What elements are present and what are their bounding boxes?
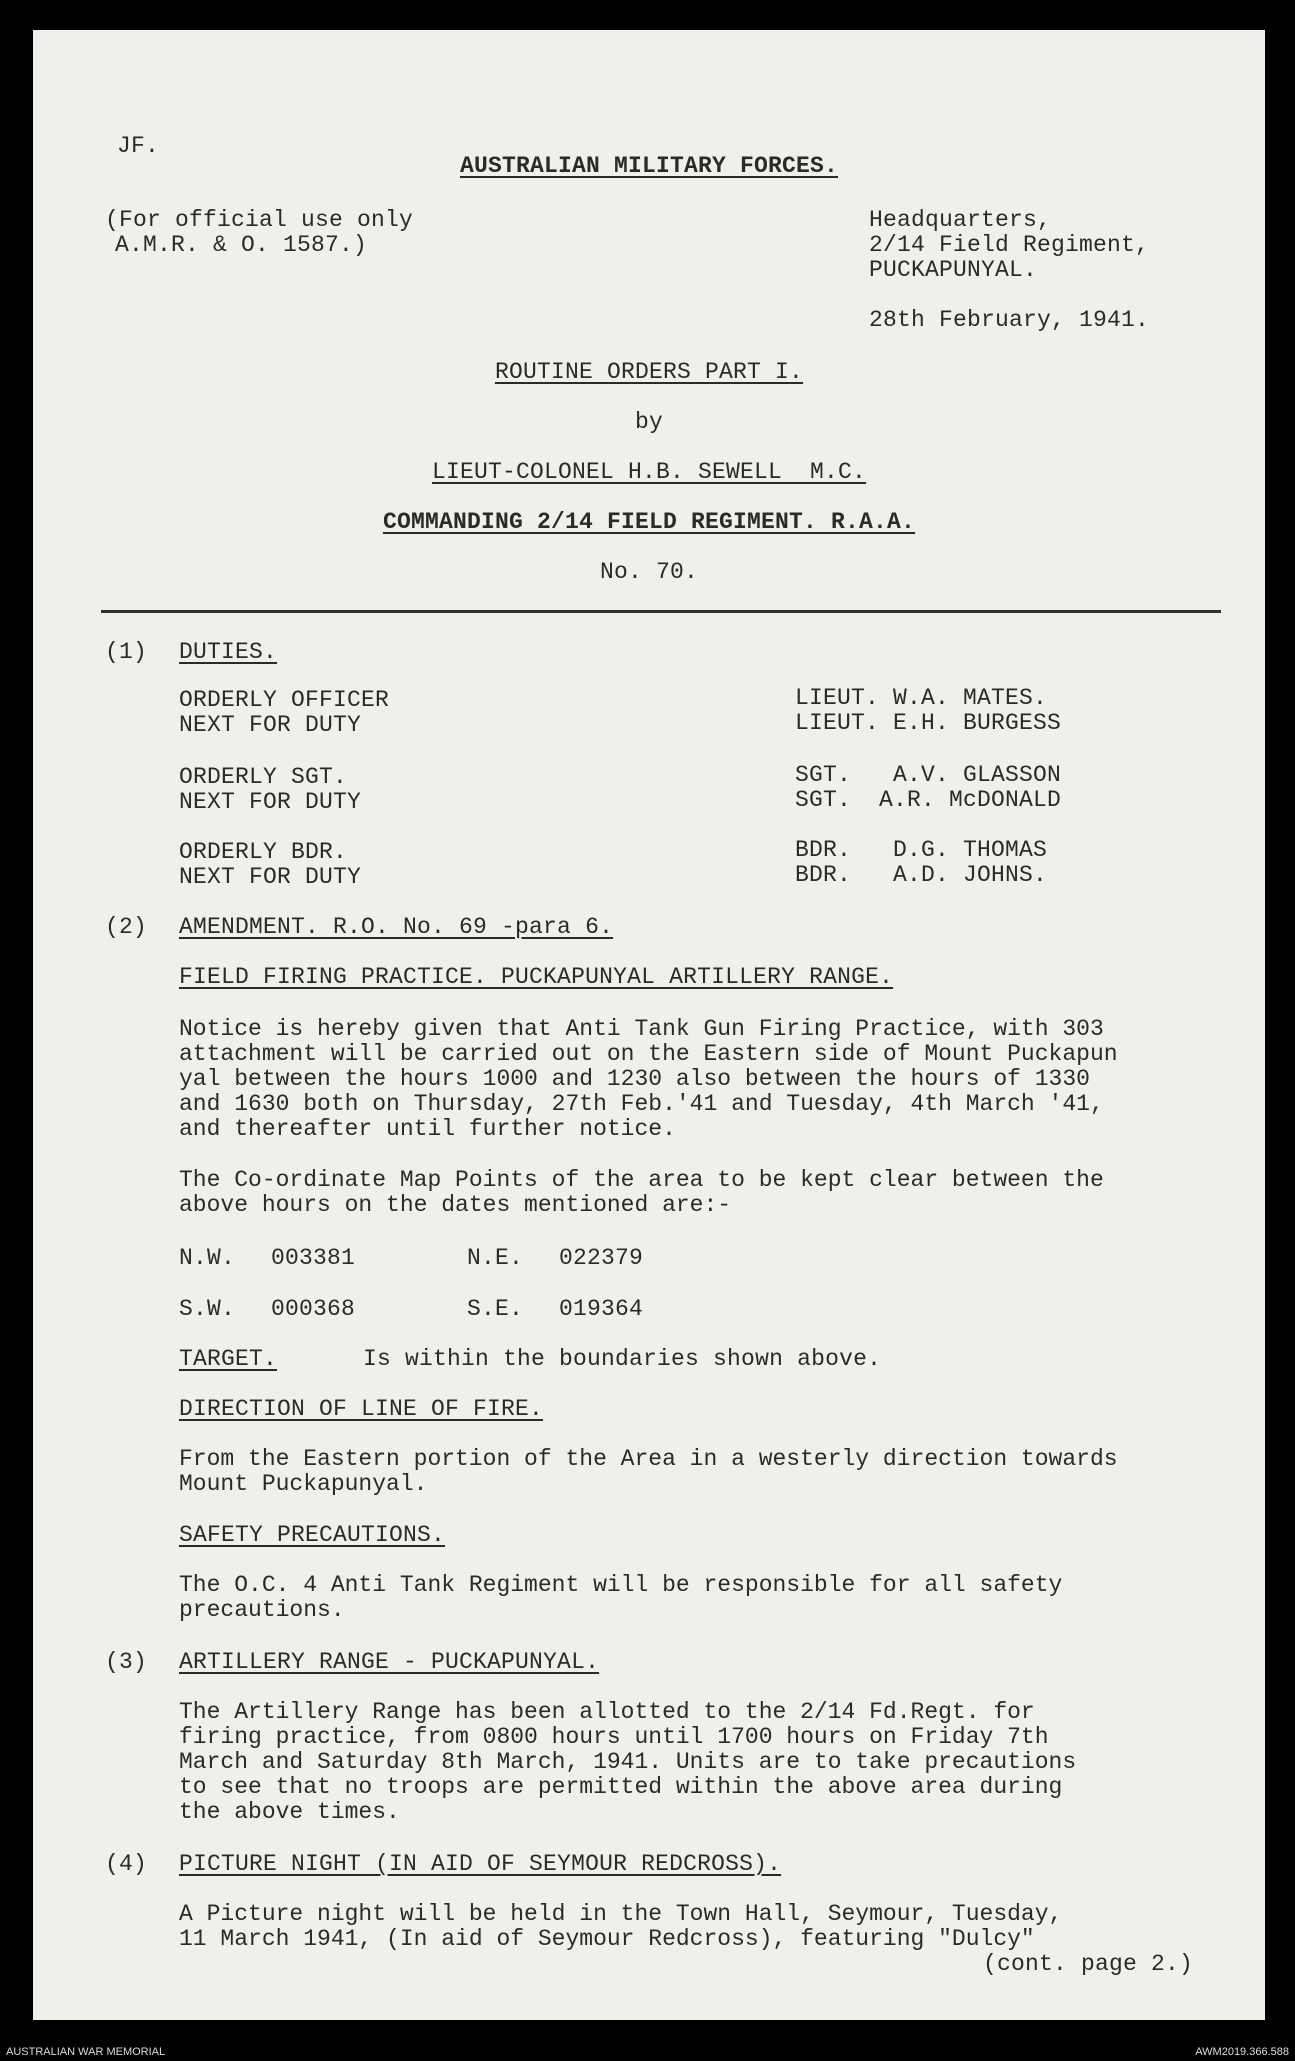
section-4-heading: PICTURE NIGHT (IN AID OF SEYMOUR REDCROSS). <box>179 1851 782 1877</box>
coord-value-ne: 022379 <box>559 1245 644 1271</box>
firing-notice-paragraph: Notice is hereby given that Anti Tank Gun Firing Practice, with 303 attachment will be carried out on the Eastern side of Mount Puckapun yal between the hours 1000 and 1230 also between the hours of 1330 and 1630 both on Thursday, 27th Feb.'41 and Tuesday, 4th March '41, and thereafter until further notice. <box>179 1016 1118 1142</box>
hq-line-2: 2/14 Field Regiment, <box>869 232 1150 258</box>
coord-label-nw: N.W. <box>179 1245 236 1271</box>
direction-heading: DIRECTION OF LINE OF FIRE. <box>179 1396 544 1422</box>
target-text: Is within the boundaries shown above. <box>363 1346 882 1372</box>
footer-credit: AUSTRALIAN WAR MEMORIAL <box>6 2046 166 2058</box>
coord-label-se: S.E. <box>467 1296 524 1322</box>
section-2-heading: AMENDMENT. R.O. No. 69 -para 6. <box>179 914 614 940</box>
picture-night-text: A Picture night will be held in the Town Hall, Seymour, Tuesday, 11 March 1941, (In aid of Seymour Redcross), featuring "Dulcy" <box>179 1901 1063 1952</box>
duty-role: NEXT FOR DUTY <box>179 789 362 815</box>
field-firing-heading: FIELD FIRING PRACTICE. PUCKAPUNYAL ARTILLERY RANGE. <box>179 964 894 990</box>
duty-person: SGT. A.V. GLASSON <box>795 762 1062 788</box>
safety-heading: SAFETY PRECAUTIONS. <box>179 1522 446 1548</box>
duty-person: BDR. D.G. THOMAS <box>795 837 1048 863</box>
duty-person: SGT. A.R. McDONALD <box>795 787 1062 813</box>
order-number: No. 70. <box>599 559 699 585</box>
duty-person: BDR. A.D. JOHNS. <box>795 862 1048 888</box>
footer-accession: AWM2019.366.588 <box>1195 2046 1289 2058</box>
coordinates-intro: The Co-ordinate Map Points of the area to be kept clear between the above hours on the dates mentioned are:- <box>179 1167 1104 1218</box>
force-heading: AUSTRALIAN MILITARY FORCES. <box>459 153 839 179</box>
direction-text: From the Eastern portion of the Area in a westerly direction towards Mount Puckapunyal. <box>179 1446 1118 1497</box>
coord-value-sw: 000368 <box>271 1296 356 1322</box>
duty-role: NEXT FOR DUTY <box>179 712 362 738</box>
initials: JF. <box>117 133 160 159</box>
hq-line-1: Headquarters, <box>869 207 1052 233</box>
official-use-line-2: A.M.R. & O. 1587.) <box>115 232 368 258</box>
section-2-number: (2) <box>105 914 148 940</box>
duty-person: LIEUT. W.A. MATES. <box>795 685 1048 711</box>
duty-role: NEXT FOR DUTY <box>179 864 362 890</box>
document-date: 28th February, 1941. <box>869 307 1150 333</box>
duty-person: LIEUT. E.H. BURGESS <box>795 710 1062 736</box>
duty-role: ORDERLY BDR. <box>179 839 348 865</box>
section-3-heading: ARTILLERY RANGE - PUCKAPUNYAL. <box>179 1649 600 1675</box>
coord-value-se: 019364 <box>559 1296 644 1322</box>
routine-orders-title: ROUTINE ORDERS PART I. <box>494 359 804 385</box>
safety-text: The O.C. 4 Anti Tank Regiment will be responsible for all safety precautions. <box>179 1572 1063 1623</box>
artillery-range-text: The Artillery Range has been allotted to the 2/14 Fd.Regt. for firing practice, from 0800 hours until 1700 hours on Friday 7th March and Saturday 8th March, 1941. Units are to take precautions to see that no troops are permitted within the above area during the above times. <box>179 1699 1077 1825</box>
official-use-line-1: (For official use only <box>105 207 414 233</box>
target-label: TARGET. <box>179 1346 278 1372</box>
section-3-number: (3) <box>105 1649 148 1675</box>
hq-line-3: PUCKAPUNYAL. <box>869 257 1038 283</box>
section-1-heading: DUTIES. <box>179 639 278 665</box>
document-page <box>33 30 1265 2020</box>
command-line: COMMANDING 2/14 FIELD REGIMENT. R.A.A. <box>382 509 916 535</box>
title-by: by <box>634 409 663 435</box>
coord-label-sw: S.W. <box>179 1296 236 1322</box>
continued-note: (cont. page 2.) <box>983 1951 1194 1977</box>
duty-role: ORDERLY OFFICER <box>179 687 390 713</box>
coord-label-ne: N.E. <box>467 1245 524 1271</box>
commander-name: LIEUT-COLONEL H.B. SEWELL M.C. <box>431 459 867 485</box>
divider-rule <box>101 610 1221 613</box>
duty-role: ORDERLY SGT. <box>179 764 348 790</box>
section-4-number: (4) <box>105 1851 148 1877</box>
coord-value-nw: 003381 <box>271 1245 356 1271</box>
section-1-number: (1) <box>105 639 148 665</box>
